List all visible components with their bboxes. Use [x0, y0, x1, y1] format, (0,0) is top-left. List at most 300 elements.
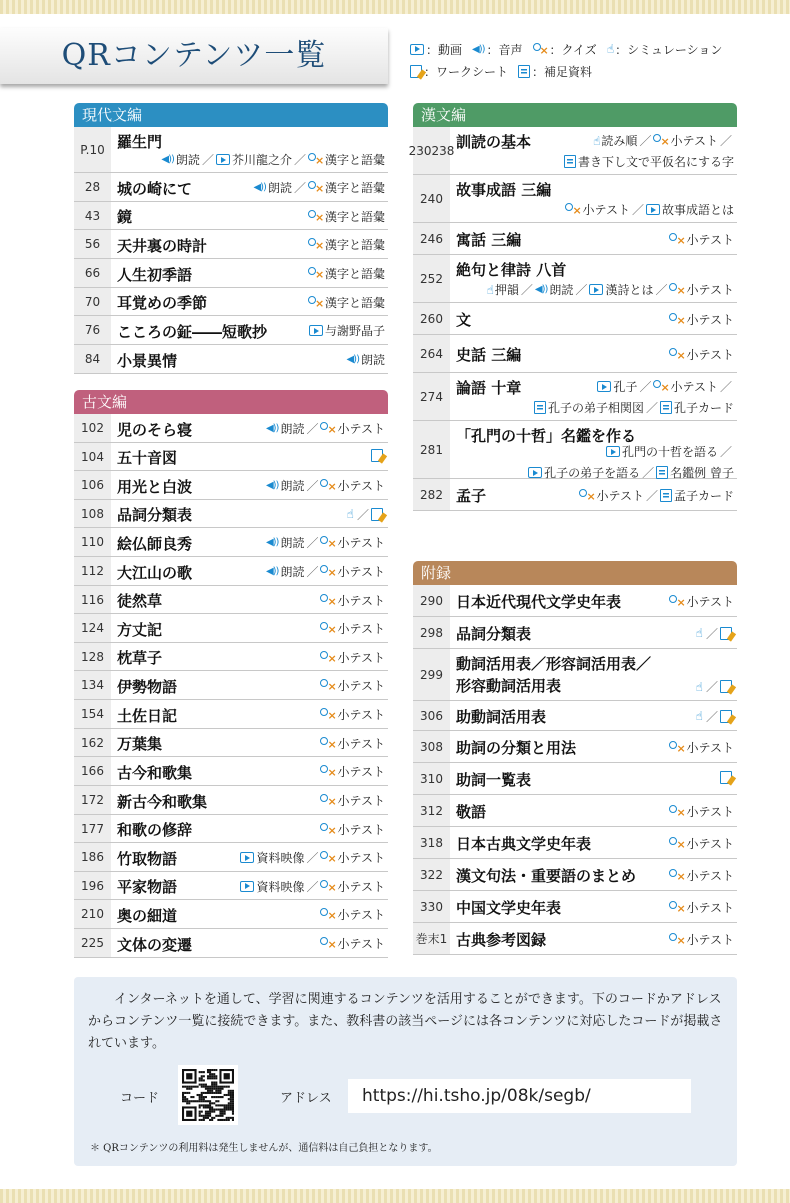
- content-entry[interactable]: [413, 223, 737, 255]
- separator: ／: [631, 203, 644, 217]
- entry-title: 方丈記: [117, 620, 163, 639]
- content-entry[interactable]: [74, 414, 388, 443]
- quiz-icon: [308, 181, 323, 194]
- page-number-value: 134: [81, 678, 104, 692]
- quiz-icon: [320, 479, 335, 492]
- resource-list: [579, 487, 734, 504]
- content-entry[interactable]: [413, 891, 737, 923]
- page-number: [413, 175, 450, 222]
- resource-link[interactable]: [487, 281, 519, 298]
- page-number-value: 116: [81, 592, 104, 607]
- page-number: [74, 757, 111, 785]
- page-title: QRコンテンツ一覧: [0, 28, 388, 84]
- content-entry[interactable]: [413, 763, 737, 795]
- document-icon: [656, 466, 668, 479]
- content-entry[interactable]: [74, 929, 388, 958]
- resource-link[interactable]: [669, 231, 734, 248]
- resource-label: 小テスト: [337, 765, 385, 779]
- quiz-icon: [669, 741, 684, 754]
- resource-list: [669, 835, 734, 852]
- page-number: [413, 303, 450, 334]
- legend-label: ：補足資料: [532, 64, 593, 79]
- page-number-value: 330: [420, 899, 443, 914]
- content-entry[interactable]: [74, 528, 388, 557]
- content-entry[interactable]: [74, 815, 388, 843]
- resource-link[interactable]: [696, 709, 704, 723]
- entry-title: 絵仏師良秀: [117, 534, 193, 553]
- resource-link[interactable]: [653, 132, 718, 149]
- content-entry[interactable]: [74, 586, 388, 614]
- content-entry[interactable]: [74, 173, 388, 202]
- resource-link[interactable]: [161, 151, 200, 168]
- separator: ／: [645, 401, 658, 415]
- separator: ／: [306, 879, 319, 894]
- resource-link[interactable]: [320, 592, 385, 609]
- quiz-icon: [320, 737, 335, 750]
- page-number-value: 308: [420, 739, 443, 754]
- quiz-icon: [320, 651, 335, 664]
- resource-link[interactable]: [653, 378, 718, 395]
- resource-label: 小テスト: [686, 900, 734, 915]
- resource-list: [593, 132, 734, 149]
- resource-label: 小テスト: [337, 536, 385, 550]
- page-number-value: 298: [420, 625, 443, 640]
- resource-list: [240, 849, 385, 866]
- page-number: [74, 443, 111, 470]
- page-number-value: 238: [431, 143, 455, 158]
- legend-label: ：音声: [486, 42, 523, 57]
- quiz-icon: [669, 233, 684, 246]
- resource-label: 朗読: [267, 181, 292, 195]
- page-number-value: 310: [420, 771, 443, 786]
- resource-link[interactable]: [347, 507, 355, 521]
- resource-label: 小テスト: [337, 565, 385, 579]
- resource-link[interactable]: [606, 443, 718, 460]
- page-number: [74, 872, 111, 899]
- separator: ／: [201, 153, 214, 167]
- resource-link[interactable]: [320, 878, 385, 895]
- separator: ／: [293, 153, 306, 167]
- entry-title: 孟子: [456, 487, 487, 505]
- resource-link[interactable]: [564, 153, 734, 170]
- resource-link[interactable]: [266, 534, 305, 551]
- worksheet-icon: [371, 508, 383, 521]
- resource-list-line2: [564, 153, 734, 170]
- resource-list: [669, 346, 734, 363]
- page-number: [74, 786, 111, 814]
- separator: ／: [520, 283, 533, 297]
- resource-list: [696, 625, 734, 642]
- entry-title: 日本近代現代文学史年表: [456, 593, 622, 611]
- resource-link[interactable]: [308, 294, 385, 311]
- resource-label: 朗読: [549, 283, 574, 297]
- resource-link[interactable]: [309, 322, 385, 339]
- entry-title: 土佐日記: [117, 706, 178, 725]
- page-number-value: 166: [81, 764, 104, 778]
- resource-label: 小テスト: [337, 879, 385, 894]
- content-entry[interactable]: [413, 649, 737, 701]
- content-entry[interactable]: [413, 859, 737, 891]
- page-number: [74, 815, 111, 842]
- resource-link[interactable]: [320, 620, 385, 637]
- page-number-value: 28: [84, 180, 101, 194]
- content-entry[interactable]: [74, 316, 388, 345]
- qr-code[interactable]: [178, 1065, 238, 1125]
- resource-link[interactable]: [660, 487, 734, 504]
- resource-label: 小テスト: [337, 422, 385, 436]
- page-number: [413, 335, 450, 372]
- page-number: [413, 585, 450, 616]
- worksheet-icon: [720, 710, 732, 723]
- content-entry[interactable]: [74, 757, 388, 786]
- legend-item: [533, 41, 597, 58]
- bottom-stripe: [0, 1189, 790, 1203]
- page-number-value: 210: [81, 907, 104, 921]
- simulation-icon: ☝: [606, 42, 615, 56]
- section-header: 現代文編: [74, 103, 388, 127]
- resource-list: [308, 236, 385, 253]
- entry-title: 城の崎にて: [117, 179, 193, 198]
- resource-list: [669, 311, 734, 328]
- quiz-icon: [533, 43, 548, 56]
- resource-link[interactable]: [597, 378, 637, 395]
- content-entry[interactable]: [413, 335, 737, 373]
- resource-link[interactable]: [308, 208, 385, 225]
- resource-label: 朗読: [360, 353, 385, 367]
- resource-link[interactable]: [660, 399, 734, 416]
- page-number-value: 154: [81, 707, 104, 721]
- resource-link[interactable]: [320, 706, 385, 723]
- separator: ／: [306, 536, 319, 550]
- quiz-icon: [308, 238, 323, 251]
- resource-link[interactable]: [308, 179, 385, 196]
- separator: ／: [719, 134, 732, 148]
- legend-item: [410, 41, 462, 58]
- worksheet-icon: [410, 65, 422, 78]
- resource-link[interactable]: [240, 849, 304, 866]
- worksheet-icon: [720, 680, 732, 693]
- resource-list: [253, 179, 385, 196]
- content-entry[interactable]: [413, 373, 737, 421]
- content-entry[interactable]: [74, 471, 388, 500]
- resource-list-line2: [161, 151, 385, 168]
- quiz-icon: [320, 422, 335, 435]
- resource-link[interactable]: [534, 399, 644, 416]
- resource-list: [669, 867, 734, 884]
- entry-title: 日本古典文学史年表: [456, 835, 592, 853]
- content-entry[interactable]: [413, 303, 737, 335]
- content-entry[interactable]: [413, 827, 737, 859]
- entry-title: 天井裏の時計: [117, 236, 208, 255]
- quiz-icon: [669, 313, 684, 326]
- resource-label: 漢字と語彙: [324, 209, 385, 224]
- resource-label: 孔子の弟子を語る: [544, 466, 641, 480]
- page-number-value: 巻末1: [415, 931, 448, 946]
- page-number-value: 274: [420, 389, 443, 404]
- entry-title: 中国文学史年表: [456, 899, 562, 917]
- entry-title: こころの鉦――短歌抄: [117, 322, 268, 341]
- page-number: [74, 557, 111, 585]
- quiz-icon: [669, 595, 684, 608]
- resource-list: [308, 208, 385, 225]
- resource-link[interactable]: [320, 735, 385, 752]
- content-entry[interactable]: [74, 786, 388, 815]
- entry-title: 伊勢物語: [117, 677, 178, 696]
- content-entry[interactable]: [74, 345, 388, 374]
- content-entry[interactable]: [74, 230, 388, 259]
- content-entry[interactable]: [413, 585, 737, 617]
- resource-link[interactable]: [669, 899, 734, 916]
- content-entry[interactable]: [74, 614, 388, 643]
- page-number-value: 322: [420, 867, 443, 882]
- resource-label: 孔門の十哲を語る: [621, 445, 718, 459]
- quiz-icon: [308, 153, 323, 166]
- resource-link[interactable]: [320, 649, 385, 666]
- entry-title: 奥の細道: [117, 906, 178, 925]
- resource-link[interactable]: [579, 487, 644, 504]
- resource-link[interactable]: [593, 132, 637, 149]
- resource-list: [266, 420, 385, 437]
- section-kanbun: [408, 103, 737, 511]
- resource-list: [309, 322, 385, 339]
- resource-list: [320, 821, 385, 838]
- entry-title: 大江山の歌: [117, 563, 193, 582]
- resource-link[interactable]: [308, 151, 385, 168]
- resource-link[interactable]: [720, 771, 734, 784]
- page-number-value: 110: [81, 535, 104, 549]
- resource-link[interactable]: [320, 563, 385, 580]
- resource-link[interactable]: [371, 508, 385, 521]
- resource-link[interactable]: [720, 680, 734, 693]
- page-number: [74, 586, 111, 613]
- resource-link[interactable]: [320, 534, 385, 551]
- entry-title: 徒然草: [117, 592, 163, 610]
- resource-link[interactable]: [308, 236, 385, 253]
- entry-title: 品詞分類表: [117, 506, 193, 524]
- document-icon: [534, 401, 546, 414]
- resource-link[interactable]: [646, 201, 734, 218]
- document-icon: [660, 401, 672, 414]
- entry-title: 文体の変遷: [117, 935, 193, 954]
- resource-link[interactable]: [216, 151, 292, 168]
- resource-label: 漢字と語彙: [324, 153, 385, 167]
- resource-link[interactable]: [320, 477, 385, 494]
- video-icon: [646, 204, 660, 215]
- resource-link[interactable]: [253, 179, 292, 196]
- page-number-value: 225: [81, 936, 104, 950]
- resource-label: 小テスト: [596, 488, 644, 503]
- page-number-value: 240: [420, 191, 443, 206]
- resource-link[interactable]: [589, 281, 653, 298]
- resource-list: [308, 265, 385, 282]
- content-entry[interactable]: [74, 202, 388, 230]
- page-number: [413, 373, 450, 420]
- resource-label: 小テスト: [686, 932, 734, 947]
- entry-title: 助動詞活用表: [456, 708, 547, 726]
- resource-link[interactable]: [696, 680, 704, 694]
- content-entry[interactable]: [74, 643, 388, 671]
- video-icon: [410, 44, 424, 55]
- content-entry[interactable]: [74, 500, 388, 528]
- separator: ／: [639, 380, 652, 394]
- resource-link[interactable]: [696, 626, 704, 640]
- resource-link[interactable]: [669, 593, 734, 610]
- content-entry[interactable]: [74, 557, 388, 586]
- video-icon: [216, 154, 230, 165]
- resource-list: [320, 935, 385, 952]
- page-number-value: 282: [420, 487, 443, 502]
- resource-link[interactable]: [320, 763, 385, 780]
- entry-title: 「孔門の十哲」名鑑を作る: [456, 427, 637, 445]
- content-entry[interactable]: [74, 288, 388, 316]
- resource-link[interactable]: [240, 878, 304, 895]
- legend-item: [518, 63, 592, 80]
- resource-link[interactable]: [669, 281, 734, 298]
- entry-title: 助詞の分類と用法: [456, 739, 577, 757]
- page-number-value: 306: [420, 708, 443, 723]
- content-entry[interactable]: [413, 731, 737, 763]
- content-entry[interactable]: [74, 259, 388, 288]
- resource-link[interactable]: [535, 281, 574, 298]
- content-entry[interactable]: [74, 729, 388, 757]
- page-number-value: 124: [81, 621, 104, 635]
- page-number-value: 84: [84, 352, 101, 366]
- resource-list: [597, 378, 734, 395]
- resource-link[interactable]: [565, 201, 630, 218]
- quiz-icon: [669, 901, 684, 914]
- document-icon: [518, 65, 530, 78]
- resource-label: 漢字と語彙: [324, 295, 385, 310]
- resource-link[interactable]: [320, 849, 385, 866]
- content-entry[interactable]: [74, 671, 388, 700]
- resource-label: 小テスト: [670, 380, 718, 394]
- entry-title: 古今和歌集: [117, 763, 193, 782]
- quiz-icon: [320, 880, 335, 893]
- resource-label: 書き下し文で平仮名にする字: [577, 155, 734, 169]
- content-entry[interactable]: [413, 701, 737, 731]
- quiz-icon: [320, 823, 335, 836]
- resource-label: 小テスト: [670, 134, 718, 148]
- resource-label: 小テスト: [686, 868, 734, 883]
- content-entry[interactable]: [413, 421, 737, 479]
- resource-label: 孟子カード: [673, 488, 734, 503]
- entry-title: 鏡: [117, 208, 133, 226]
- resource-list: [669, 803, 734, 820]
- qr-code-icon: [182, 1069, 234, 1121]
- content-entry[interactable]: [413, 175, 737, 223]
- content-entry[interactable]: [74, 443, 388, 471]
- content-entry[interactable]: [413, 923, 737, 955]
- quiz-icon: [308, 296, 323, 309]
- page-number: [74, 345, 111, 373]
- resource-link[interactable]: [720, 627, 734, 640]
- resource-link[interactable]: [320, 935, 385, 952]
- resource-label: 名鑑例 曾子: [670, 466, 734, 480]
- page-number: [413, 859, 450, 890]
- resource-link[interactable]: [669, 931, 734, 948]
- info-box: [74, 977, 737, 1166]
- resource-link[interactable]: [320, 821, 385, 838]
- quiz-icon: [669, 805, 684, 818]
- page-number: [413, 479, 450, 510]
- page-number-value: 172: [81, 793, 104, 807]
- resource-link[interactable]: [320, 420, 385, 437]
- content-entry[interactable]: [413, 479, 737, 511]
- resource-link[interactable]: [320, 792, 385, 809]
- page-number: [413, 731, 450, 762]
- content-entry[interactable]: [74, 872, 388, 900]
- resource-list: [240, 878, 385, 895]
- resource-link[interactable]: [266, 477, 305, 494]
- resource-label: 小テスト: [337, 851, 385, 865]
- resource-label: 朗読: [280, 565, 305, 579]
- worksheet-icon: [720, 627, 732, 640]
- quiz-icon: [320, 908, 335, 921]
- page-number: [74, 316, 111, 344]
- quiz-icon: [565, 203, 580, 216]
- page-number-value: 76: [84, 323, 101, 337]
- content-entry[interactable]: [74, 127, 388, 173]
- page-number: [74, 500, 111, 527]
- resource-label: 資料映像: [256, 851, 305, 865]
- resource-list: [320, 792, 385, 809]
- resource-link[interactable]: [669, 311, 734, 328]
- worksheet-icon: [720, 771, 732, 784]
- resource-list: [669, 931, 734, 948]
- resource-link[interactable]: [266, 420, 305, 437]
- content-entry[interactable]: [413, 617, 737, 649]
- resource-list: [669, 593, 734, 610]
- resource-link[interactable]: [669, 803, 734, 820]
- resource-link[interactable]: [669, 739, 734, 756]
- resource-link[interactable]: [266, 563, 305, 580]
- legend: [410, 38, 790, 82]
- resource-link[interactable]: [320, 906, 385, 923]
- content-entry[interactable]: [74, 700, 388, 729]
- resource-link[interactable]: [371, 449, 385, 462]
- resource-label: 漢詩とは: [605, 283, 654, 297]
- content-entry[interactable]: [74, 843, 388, 872]
- quiz-icon: [320, 536, 335, 549]
- resource-label: 小テスト: [686, 594, 734, 609]
- resource-label: 小テスト: [337, 479, 385, 493]
- separator: ／: [356, 507, 369, 522]
- resource-link[interactable]: [320, 677, 385, 694]
- content-entry[interactable]: [413, 795, 737, 827]
- content-entry[interactable]: [413, 255, 737, 303]
- resource-label: 小テスト: [337, 736, 385, 751]
- content-entry[interactable]: [74, 900, 388, 929]
- video-icon: [606, 446, 620, 457]
- page-number-value: 246: [420, 231, 443, 246]
- resource-link[interactable]: [720, 710, 734, 723]
- content-entry[interactable]: [408, 127, 737, 175]
- entry-title: 漢文句法・重要語のまとめ: [456, 867, 637, 885]
- page-number-value: 112: [81, 564, 104, 578]
- page-number: [74, 900, 111, 928]
- resource-list: [669, 739, 734, 756]
- page-number-value: 264: [420, 346, 443, 361]
- resource-link[interactable]: [669, 835, 734, 852]
- address-field[interactable]: https://hi.tsho.jp/08k/segb/: [348, 1079, 691, 1113]
- resource-link[interactable]: [346, 351, 385, 368]
- resource-link[interactable]: [669, 867, 734, 884]
- resource-link[interactable]: [669, 346, 734, 363]
- resource-link[interactable]: [308, 265, 385, 282]
- page-number-value: 196: [81, 878, 104, 893]
- separator: ／: [719, 380, 732, 394]
- resource-list: [696, 678, 734, 695]
